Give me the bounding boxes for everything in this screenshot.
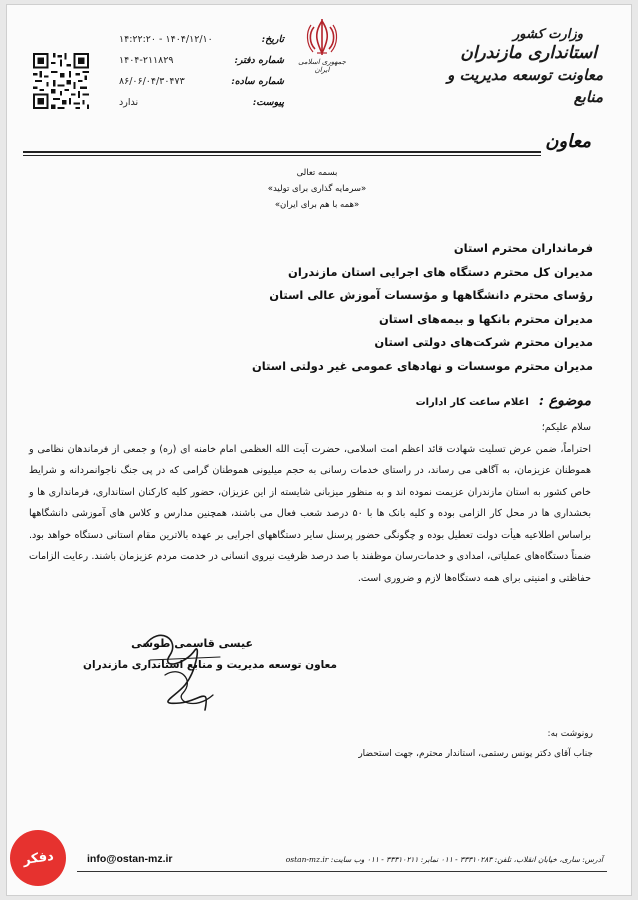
recipient-line: مدیران محترم بانکها و بیمه‌های استان bbox=[378, 311, 593, 326]
meta-value: ۸۶/۰۶/۰۴/۳۰۴۷۳ bbox=[119, 76, 185, 87]
meta-row-office-number bbox=[119, 50, 284, 71]
meta-label: تاریخ: bbox=[261, 34, 284, 45]
governorate-name: استانداری مازندران bbox=[460, 43, 597, 63]
watermark-badge-text: دفکر bbox=[21, 848, 55, 868]
footer-address: آدرس: ساری، خیابان انقلاب، تلفن: ۳۳۳۱۰۲۸۳ - ۰۱۱ نمابر: ۳۳۳۱۰۲۱۱ - ۰۱۱ وب سایت: ostan-mz.ir bbox=[285, 854, 603, 864]
footer-divider bbox=[77, 871, 607, 872]
meta-label: شماره ساده: bbox=[231, 76, 284, 87]
ministry-name: وزارت کشور bbox=[513, 27, 583, 42]
letter-page bbox=[6, 4, 632, 896]
meta-value: ۱۴۰۴/۱۲/۱۰ - ۱۴:۲۲:۲۰ bbox=[119, 34, 213, 45]
letter-meta bbox=[119, 29, 284, 113]
letter-body bbox=[29, 417, 591, 589]
ministry-heading bbox=[433, 27, 603, 108]
recipients-list bbox=[173, 237, 593, 378]
cc-label: رونوشت به: bbox=[547, 729, 593, 739]
emblem-block bbox=[292, 17, 352, 74]
watermark-badge bbox=[10, 830, 66, 886]
deputy-title: معاون bbox=[545, 131, 591, 152]
deputy-office-name: معاونت توسعه مدیریت و منابع bbox=[447, 66, 603, 106]
meta-row-simple-number bbox=[119, 71, 284, 92]
iran-emblem-icon bbox=[305, 17, 339, 57]
greeting: سلام علیکم؛ bbox=[541, 422, 591, 433]
bismillah-line: بسمه تعالی bbox=[296, 168, 338, 178]
signatory-role: معاون توسعه مدیریت و منابع استانداری مازندران bbox=[83, 659, 337, 671]
emblem-caption: جمهوری اسلامی ایران bbox=[298, 58, 346, 74]
header-divider bbox=[23, 151, 541, 153]
header-divider-thin bbox=[23, 155, 541, 156]
slogan-line: «همه با هم برای ایران» bbox=[274, 200, 360, 210]
cc-recipient: جناب آقای دکتر یونس رستمی، استاندار محترم، جهت استحضار bbox=[358, 749, 593, 759]
signatory-name: عیسی قاسمی طوسی bbox=[131, 637, 253, 650]
meta-value: ندارد bbox=[119, 97, 139, 108]
subject-line bbox=[416, 393, 591, 409]
letter-footer bbox=[87, 853, 603, 865]
meta-label: پیوست: bbox=[252, 97, 284, 108]
meta-label: شماره دفتر: bbox=[234, 55, 284, 66]
slogan-line: «سرمایه گذاری برای تولید» bbox=[267, 184, 367, 194]
recipient-line: رؤسای محترم دانشگاهها و مؤسسات آموزش عالی استان bbox=[269, 288, 593, 302]
footer-email[interactable]: info@ostan-mz.ir bbox=[87, 853, 173, 865]
meta-row-date bbox=[119, 29, 284, 50]
recipient-line: فرمانداران محترم استان bbox=[453, 241, 593, 255]
recipient-line: مدیران کل محترم دستگاه های اجرایی استان مازندران bbox=[288, 264, 593, 279]
preamble bbox=[227, 165, 407, 213]
meta-value: ۱۴۰۴-۲۱۱۸۲۹ bbox=[119, 55, 174, 66]
meta-row-attachment bbox=[119, 92, 284, 113]
body-paragraph: احتراماً، ضمن عرض تسلیت شهادت قائد اعظم امت اسلامی، حضرت آیت الله العظمی امام خامنه ای (ره) و جمعی از فرماندهان نظامی و هموطنان عزیزمان، به آگاهی می رساند، در راستای خدمات رسانی به حجم میلیونی هموطنان گرامی که در پی جنگ ناجوانمردانه و شرایط خاص کشور به استان مازندران عزیمت نموده اند و به منظور میزبانی شایسته از این عزیزان، حضور کلیه کارکنان استانداری، فرمانداری ها و بخشداری ها در محل کار الزامی بوده و کلیه بانک ها با ۵۰ درصد شعب فعال می باشند، همچنین مدارس و کلاس های آموزشی دانشگاهها براساس اطلاعیه هیأت دولت تعطیل بوده و چگونگی حضور پرسنل سایر دستگاههای اجرایی بر عهده بالاترین مقام استانی دستگاه خواهد بود. ضمناً دستگاه‌های عملیاتی، امدادی و خدمات‌رسان موظفند با صد درصد ظرفیت نیروی انسانی در خدمت مردم عزیزمان باشند. رعایت الزامات حفاظتی و امنیتی برای همه دستگاه‌ها لازم و ضروری است. bbox=[29, 443, 591, 584]
subject-text: اعلام ساعت کار ادارات bbox=[415, 397, 529, 408]
subject-label: موضوع : bbox=[538, 393, 591, 409]
qr-code-icon[interactable] bbox=[33, 53, 89, 109]
recipient-line: مدیران محترم شرکت‌های دولتی استان bbox=[374, 335, 593, 349]
recipient-line: مدیران محترم موسسات و نهادهای عمومی غیر دولتی استان bbox=[251, 358, 593, 373]
